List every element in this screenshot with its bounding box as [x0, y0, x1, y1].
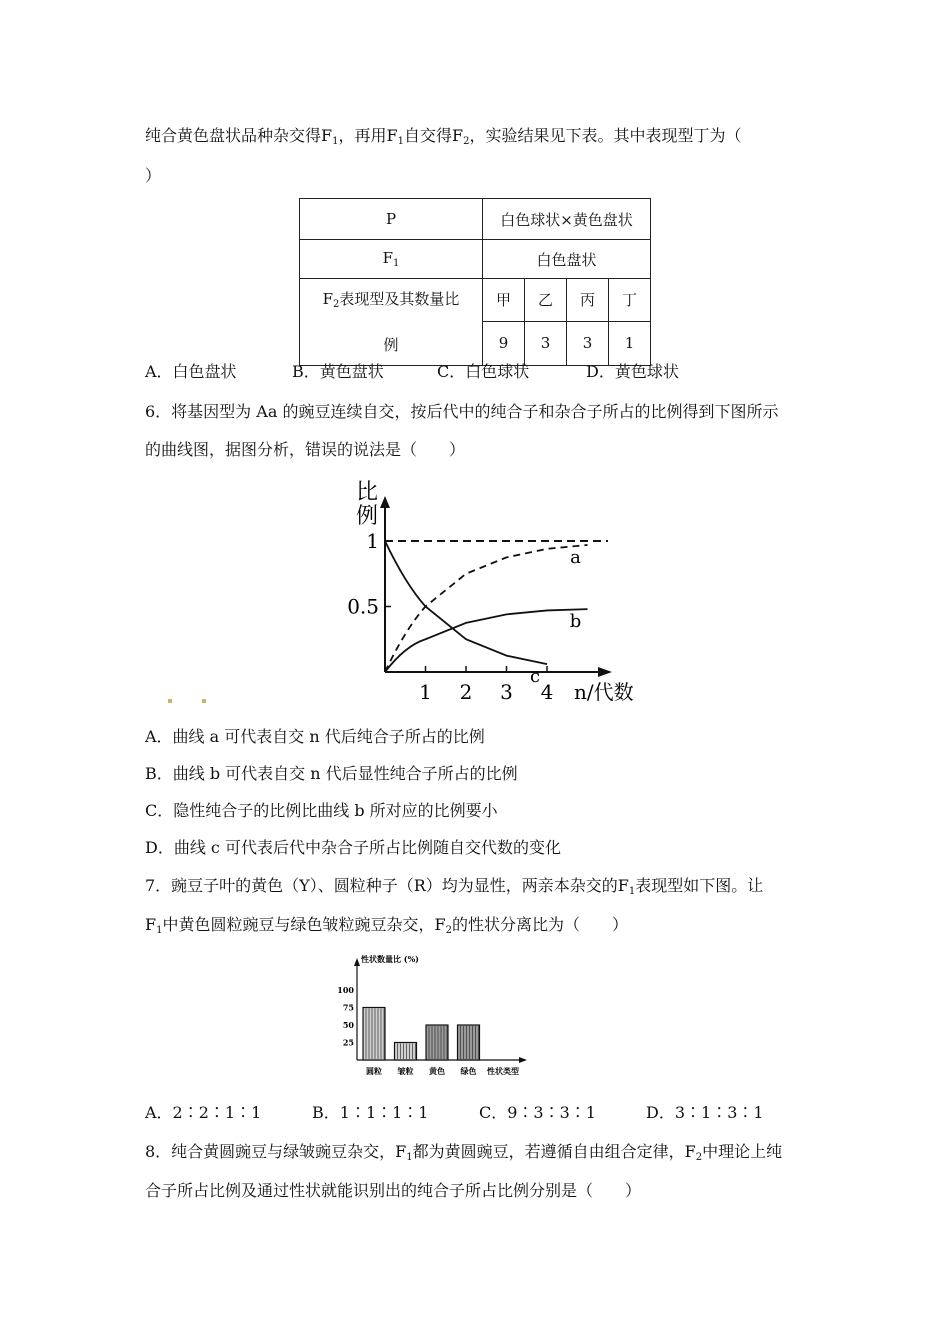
scan-speck: [168, 699, 172, 703]
table-cell: 1: [609, 321, 651, 365]
q5-option-a[interactable]: A．白色盘状: [145, 362, 237, 381]
x-axis-label: 性状类型: [487, 1066, 519, 1076]
q7-option-b[interactable]: B．1∶1∶1∶1: [312, 1103, 429, 1122]
table-cell: 甲: [483, 279, 525, 322]
table-cell: 白色球状×黄色盘状: [483, 199, 651, 240]
x-axis-label: n/代数: [574, 680, 634, 704]
x-axis-arrow: [519, 1057, 527, 1063]
table-cell: $F_1$: [300, 240, 483, 279]
table-cell: 丙: [567, 279, 609, 322]
q7-stem-line2: $F_1$中黄色圆粒豌豆与绿色皱粒豌豆杂交，$F_2$的性状分离比为（ ）: [145, 915, 628, 936]
q6-option-c[interactable]: C．隐性纯合子的比例比曲线 b 所对应的比例要小: [145, 801, 498, 820]
y-axis-arrow: [354, 958, 360, 966]
q7-option-d[interactable]: D．3∶1∶3∶1: [646, 1103, 764, 1122]
x-tick-label: 黄色: [429, 1066, 445, 1076]
q5-stem-line2: ）: [145, 166, 162, 185]
series-a-line: [385, 545, 588, 672]
q7-option-c[interactable]: C．9∶3∶3∶1: [479, 1103, 596, 1122]
y-axis-label: 性状数量比 (%): [361, 954, 419, 964]
y-tick-label: 0.5: [347, 594, 379, 619]
q5-option-d[interactable]: D．黄色球状: [586, 362, 679, 381]
x-tick-label: 圆粒: [366, 1066, 382, 1076]
q8-stem-line1: 8．纯合黄圆豌豆与绿皱豌豆杂交，$F_1$都为黄圆豌豆，若遵循自由组合定律，$F_2$中理论上纯: [145, 1142, 783, 1163]
y-axis-arrow: [380, 496, 390, 508]
scan-speck: [202, 699, 206, 703]
series-a-label: a: [570, 546, 581, 568]
q7-option-a[interactable]: A．2∶2∶1∶1: [145, 1103, 262, 1122]
x-axis-arrow: [598, 667, 612, 677]
series-b-label: b: [569, 611, 582, 633]
y-axis-label-char-2: 例: [355, 504, 379, 529]
table-cell: $F_2$表现型及其数量比 例: [300, 279, 483, 366]
x-tick-label: 1: [419, 680, 432, 704]
q6-option-b[interactable]: B．曲线 b 可代表自交 n 代后显性纯合子所占的比例: [145, 764, 518, 783]
table-cell: 乙: [525, 279, 567, 322]
table-cell: P: [300, 199, 483, 240]
x-tick-label: 4: [540, 680, 554, 704]
table-cell: 9: [483, 321, 525, 365]
y-tick-label: 1: [366, 529, 379, 553]
x-tick-label: 3: [500, 680, 513, 704]
q6-stem-line1: 6．将基因型为 Aa 的豌豆连续自交，按后代中的纯合子和杂合子所占的比例得到下图所示: [145, 402, 779, 421]
y-tick-label: 75: [342, 1002, 354, 1013]
q7-stem-line1: 7．豌豆子叶的黄色（Y）、圆粒种子（R）均为显性，两亲本杂交的$F_1$表现型如下图。让: [145, 876, 764, 897]
q5-stem-line1: 纯合黄色盘状品种杂交得$F_1$，再用$F_1$自交得$F_2$，实验结果见下表。其中表现型丁为（: [145, 126, 742, 147]
table-cell: 3: [525, 321, 567, 365]
q7-bar-chart: [335, 952, 535, 1082]
q6-option-d[interactable]: D．曲线 c 可代表后代中杂合子所占比例随自交代数的变化: [145, 838, 561, 857]
x-tick-label: 皱粒: [397, 1066, 414, 1076]
series-c-line: [385, 541, 547, 664]
q6-option-a[interactable]: A．曲线 a 可代表自交 n 代后纯合子所占的比例: [145, 727, 485, 746]
table-cell: 白色盘状: [483, 240, 651, 279]
series-c-label: c: [529, 666, 541, 688]
q5-table: [299, 198, 651, 366]
q6-line-chart: [330, 472, 650, 712]
table-cell: 丁: [609, 279, 651, 322]
q6-stem-line2: 的曲线图，据图分析，错误的说法是（ ）: [145, 440, 466, 459]
x-tick-label: 2: [459, 680, 473, 704]
x-tick-label: 绿色: [460, 1066, 477, 1076]
y-tick-label: 25: [342, 1037, 354, 1048]
y-axis-label-char-1: 比: [355, 480, 379, 505]
q5-option-c[interactable]: C．白色球状: [437, 362, 530, 381]
q5-option-b[interactable]: B．黄色盘状: [292, 362, 384, 381]
y-tick-label: 50: [342, 1020, 354, 1030]
table-cell: 3: [567, 321, 609, 365]
q8-stem-line2: 合子所占比例及通过性状就能识别出的纯合子所占比例分别是（ ）: [145, 1181, 642, 1200]
y-tick-label: 100: [337, 985, 354, 995]
